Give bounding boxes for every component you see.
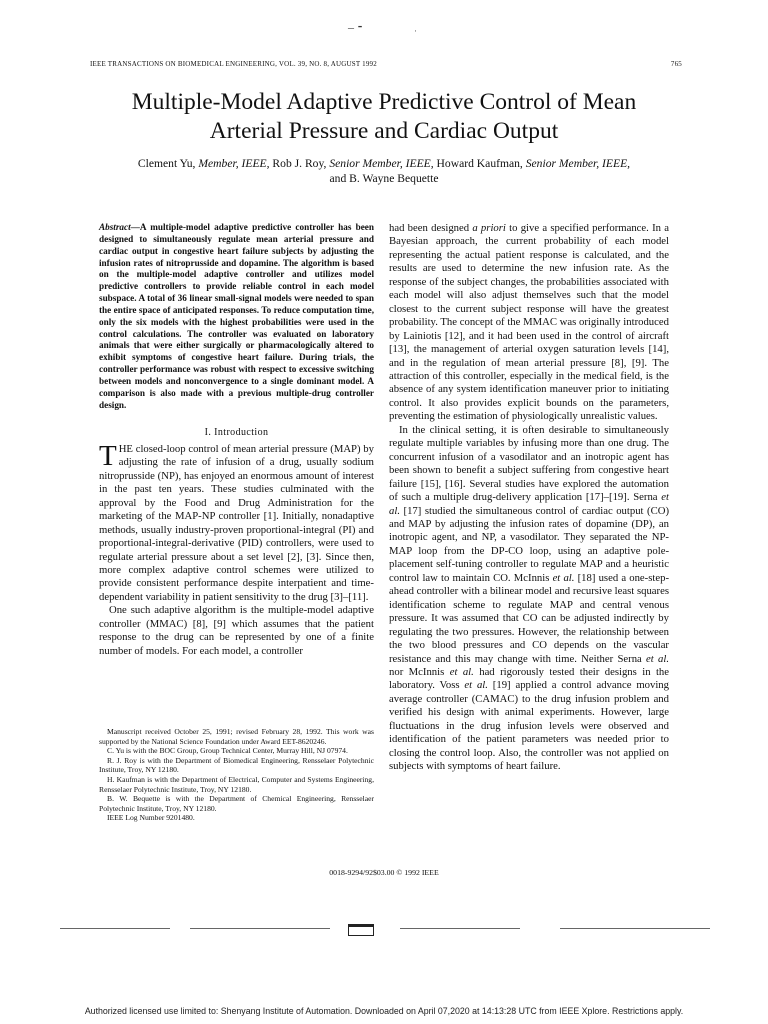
- scan-artifact-line: [190, 928, 330, 929]
- body-paragraph: [389, 222, 669, 424]
- left-column: [99, 222, 374, 658]
- author-name: Howard Kaufman,: [433, 157, 526, 170]
- author-line: [60, 156, 708, 171]
- footnote: C. Yu is with the BOC Group, Group Technical Center, Murray Hill, NJ 07974.: [107, 746, 348, 756]
- title-line: Arterial Pressure and Cardiac Output: [209, 118, 559, 144]
- body-paragraph: [99, 439, 374, 604]
- italic-text: et al.: [389, 491, 669, 517]
- paragraph-text: nor McInnis: [389, 665, 450, 678]
- author-line: and B. Wayne Bequette: [329, 172, 439, 185]
- paragraph-text: [19] applied a control advance moving average controller (CAMAC) to the drug infusion problem and verified his design with animal experiments. However, large fluctuations in the drug infusion levels were observed and identification of the patient parameters was needed prior to closing the control loop. Also, the controller was not applied on subjects with symptoms of heart failure.: [389, 679, 669, 773]
- scan-artifact-line: [560, 928, 710, 929]
- page-number: 765: [670, 60, 682, 68]
- footnote: B. W. Bequette is with the Department of Chemical Engineering, Rensselaer Polytechnic Institute, Troy, NY 12180.: [99, 794, 374, 813]
- scan-artifact-mark: [348, 924, 374, 936]
- abstract-label: Abstract: [99, 222, 131, 232]
- paper-title: [40, 88, 728, 146]
- footnote: Manuscript received October 25, 1991; revised February 28, 1992. This work was supported by the National Science Foundation under Award EET-8620246.: [99, 727, 374, 746]
- section-heading: I. Introduction: [204, 426, 269, 438]
- footnote: IEEE Log Number 9201480.: [107, 813, 195, 823]
- author-name: Rob J. Roy,: [269, 157, 330, 170]
- download-notice: Authorized licensed use limited to: Shenyang Institute of Automation. Downloaded on April 07,2020 at 14:13:28 UTC from IEEE Xplore. Restrictions apply.: [84, 1006, 684, 1016]
- paragraph-text: to give a specified performance. In a Bayesian approach, the current probability of each model representing the actual patient response is calculated, and the results are used to determine the new infusion rate. As the response of the subject changes, the probabilities associated with each model will also adjust themselves such that the model closest to the current subject response will have the greatest probability. The concept of the MMAC was originally introduced by Lainiotis [12], and it had been used in the control of aircraft [13], the management of arterial oxygen saturation levels [14], and in the regulation of mean arterial pressure [8], [9]. The attraction of this controller, especially in the medical field, is the absence of any system identification maneuver prior to initiating control. It also provides explicit bounds on the parameters, preventing the estimation of physiologically unrealistic values.: [389, 222, 669, 423]
- author-affiliation: Senior Member, IEEE,: [329, 157, 434, 170]
- scan-artifact-mark: – ⁃: [348, 20, 363, 34]
- body-paragraph: [389, 424, 669, 774]
- drop-cap: T: [99, 439, 117, 472]
- abstract: [99, 222, 374, 412]
- italic-text: et al.: [552, 571, 575, 584]
- title-line: Multiple-Model Adaptive Predictive Control of Mean: [131, 89, 637, 115]
- footnote: H. Kaufman is with the Department of Electrical, Computer and Systems Engineering, Rensselaer Polytechnic Institute, Troy, NY 12180.: [99, 774, 374, 794]
- body-paragraph: One such adaptive algorithm is the multiple-model adaptive controller (MMAC) [8], [9] which assumes that the patient response to the drug can be represented by one of a finite number of models. For each model, a controller: [99, 604, 374, 657]
- journal-name: IEEE TRANSACTIONS ON BIOMEDICAL ENGINEERING, VOL. 39, NO. 8, AUGUST 1992: [90, 60, 377, 68]
- right-column: [389, 222, 669, 774]
- author-list: [60, 156, 708, 186]
- scan-artifact-line: [400, 928, 520, 929]
- italic-text: et al.: [646, 652, 670, 665]
- paragraph-text: had been designed: [389, 222, 473, 234]
- scan-artifact-line: [60, 928, 170, 929]
- scan-artifact-mark: ·: [414, 26, 417, 36]
- footnotes: [99, 727, 374, 823]
- author-name: Clement Yu,: [137, 157, 199, 170]
- abstract-text: —A multiple-model adaptive predictive controller has been designed to simultaneously regulate mean arterial pressure and cardiac output in congestive heart failure subjects by adjusting the infusion rates of nitroprusside and dopamine. The algorithm is based on the multiple-model adaptive controller and utilizes model predictive controllers to provide reliable control in each model subspace. A total of 36 linear small-signal models were needed to span the entire space of anticipated responses. To reduce computation time, only the six models with the highest probabilities were used in the control calculations. The controller was evaluated on laboratory animals that were either surgically or pharmacologically altered to exhibit symptoms of congestive heart failure. During trials, the controller performance was robust with respect to excessive switching between models and nonconvergence to a single dominant model. A comparison is also made with a previous multiple-drug controller design.: [99, 222, 374, 410]
- paragraph-text: [17] studied the simultaneous control of cardiac output (CO) and MAP by adjusting the infusion rates of dopamine (DP), an inotropic agent, and NP, a vasodilator. They separated the NP-MAP loop from the DP-CO loop, using an adaptive pole-placement self-tuning controller to regulate MAP and a heuristic control law to maintain CO. McInnis: [389, 504, 669, 584]
- paragraph-text: In the clinical setting, it is often desirable to simultaneously regulate multiple variables by infusing more than one drug. The concurrent infusion of a vasodilator and an inotropic agent has been shown to benefit a subject suffering from congestive heart failure [15], [16]. Several studies have explored the automation of such a multiple drug-delivery application [17]–[19]. Serna: [389, 423, 669, 504]
- paragraph-text: HE closed-loop control of mean arterial pressure (MAP) by adjusting the rate of infusion of a drug, usually sodium nitroprusside (NP), has enjoyed an enormous amount of interest in the past ten years. These studies culminated with the approval by the Food and Drug Administration for the marketing of the MAP-NP controller [1]. Initially, nonadaptive methods, usually industry-proven proportional-integral (PI) and proportional-integral-derivative (PID) controllers, were used to regulate arterial pressure about a set level [2], [3]. Since then, more complex adaptive control schemes were utilized to provide consistent performance despite interpatient and time-dependent variability in patient sensitivity to the drug [3]–[11].: [99, 442, 374, 603]
- paragraph-text: had rigorously tested their designs in the laboratory. Voss: [389, 665, 670, 692]
- author-affiliation: Senior Member, IEEE,: [525, 157, 631, 170]
- italic-text: et al.: [464, 679, 488, 692]
- italic-text: et al.: [449, 665, 474, 678]
- italic-text: a priori: [472, 222, 506, 234]
- copyright-line: 0018-9294/92$03.00 © 1992 IEEE: [329, 868, 439, 877]
- footnote: R. J. Roy is with the Department of Biomedical Engineering, Rensselaer Polytechnic Institute, Troy, NY 12180.: [99, 755, 374, 775]
- paragraph-text: [18] used a one-step-ahead controller with a bilinear model and recursive least squares identification scheme to regulate MAP and central venous pressure. It was assumed that CO can be adjusted indirectly by regulating the two pressures. However, the relationship between the two blood pressures and CO depends on the vascular resistance and this may change with time. Neither Serna: [389, 571, 670, 665]
- author-affiliation: Member, IEEE,: [198, 157, 270, 170]
